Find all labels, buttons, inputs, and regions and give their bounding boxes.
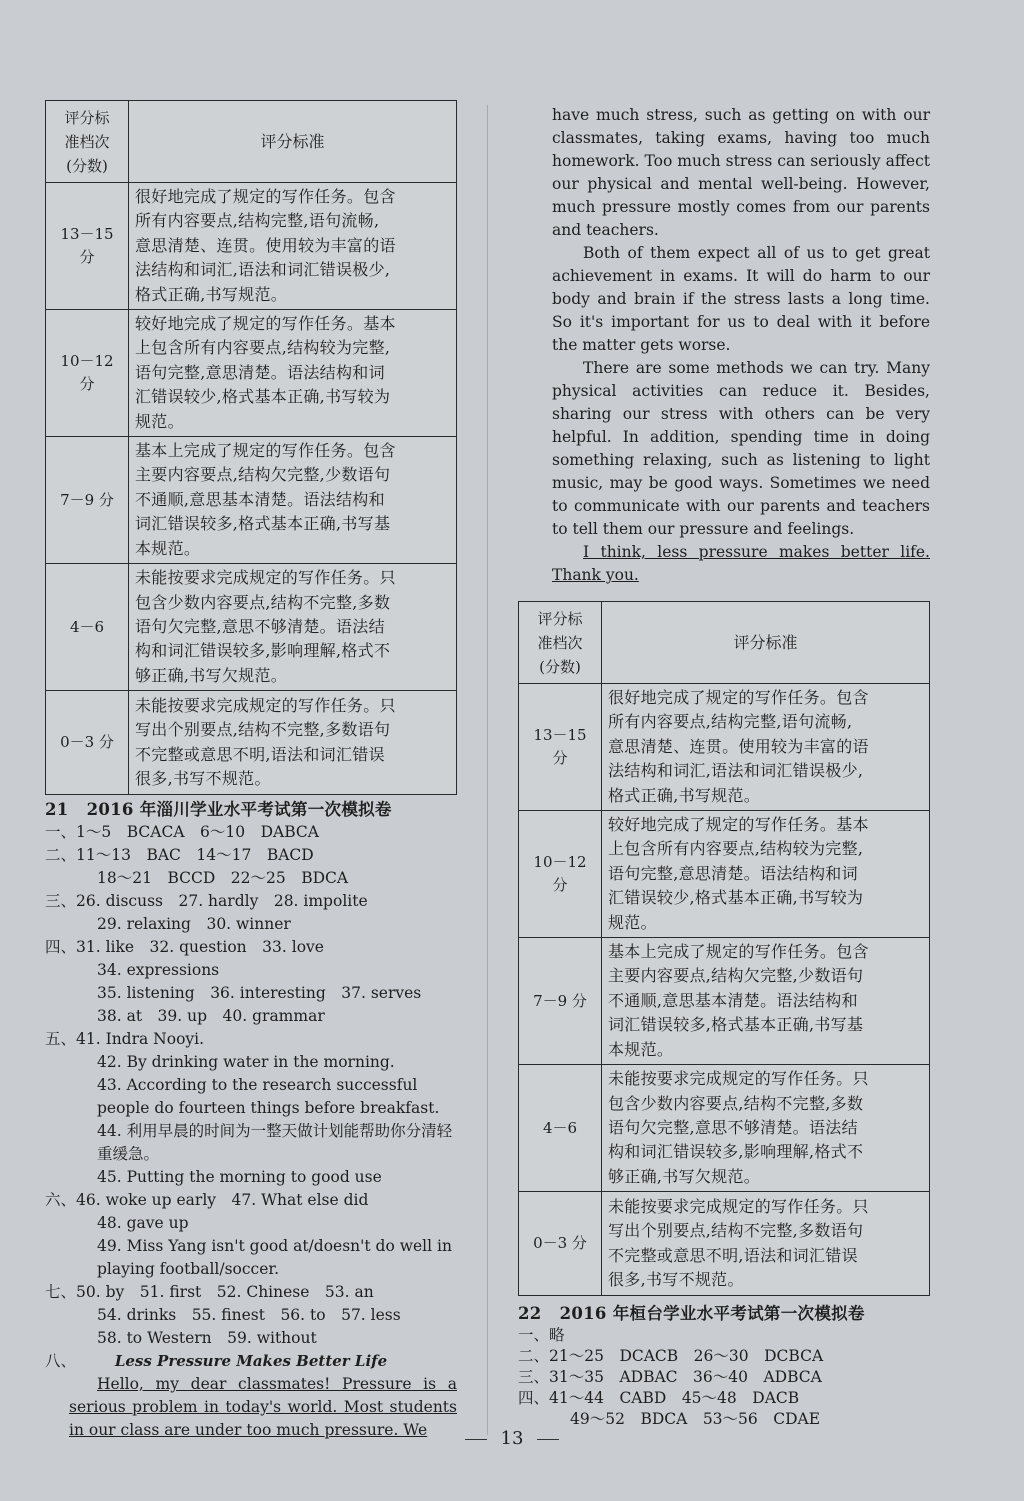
page-footer: [0, 1428, 1024, 1449]
rubric-row: 7－9 分 基本上完成了规定的写作任务。包含 主要内容要点,结构欠完整,少数语句 不通顺,意思基本清楚。语法结构和 词汇错误较多,格式基本正确,书写基 本规范。: [46, 437, 457, 564]
footer-dash: [537, 1439, 559, 1440]
rubric-header-band: 评分标 准档次 (分数): [46, 101, 129, 183]
essay-opening: Hello, my dear classmates! Pressure is a serious problem in today's world. Most students in our class are under too much pressure. We: [69, 1375, 457, 1440]
rubric-row: 0－3 分 未能按要求完成规定的写作任务。只 写出个别要点,结构不完整,多数语句 不完整或意思不明,语法和词汇错误 很多,书写不规范。: [46, 691, 457, 795]
rubric-row: 13－15 分 很好地完成了规定的写作任务。包含 所有内容要点,结构完整,语句流畅, 意思清楚、连贯。使用较为丰富的语 法结构和词汇,语法和词汇错误极少, 格式正确,书写规范。: [519, 684, 930, 811]
rubric-row: 7－9 分 基本上完成了规定的写作任务。包含 主要内容要点,结构欠完整,少数语句 不通顺,意思基本清楚。语法结构和 词汇错误较多,格式基本正确,书写基 本规范。: [519, 938, 930, 1065]
essay-continued: have much stress, such as getting on with our classmates, taking exams, having too much homework. Too much stress can seriously affect our physical and mental well-being. However, much pressure mostly comes from our parents and teachers. Both of them expect all of us to get great achievement in exams. It will do harm to our body and brain if the stress lasts a long time. So it's important for us to deal with it before the matter gets worse. There are some methods we can try. Many physical activities can reduce it. Besides, sharing our stress with others can be very helpful. In addition, spending time in doing something relaxing, such as listening to light music, may be good ways. Sometimes we need to communicate with our parents and teachers to tell them our pressure and feelings. I think, less pressure makes better life. Thank you.: [552, 106, 930, 584]
rubric-row: 10－12 分 较好地完成了规定的写作任务。基本 上包含所有内容要点,结构较为完整, 语句完整,意思清楚。语法结构和词 汇错误较少,格式基本正确,书写较为 规范。: [46, 310, 457, 437]
rubric-header-band: 评分标 准档次 (分数): [519, 602, 602, 684]
section-22-answers: 一、略 二、21～25 DCACB 26～30 DCBCA 三、31～35 ADBAC 36～40 ADBCA 四、41～44 CABD 45～48 DACB 49～52 BDCA 53～56 CDAE: [518, 1326, 824, 1429]
rubric-table-right: [518, 601, 930, 1296]
section-21-title: 21 2016 年淄川学业水平考试第一次模拟卷: [45, 800, 392, 820]
right-column: [518, 104, 930, 1430]
rubric-header-criteria: 评分标准: [602, 602, 930, 684]
rubric-row: 4－6 未能按要求完成规定的写作任务。只 包含少数内容要点,结构不完整,多数 语句欠完整,意思不够清楚。语法结 构和词汇错误较多,影响理解,格式不 够正确,书写欠规范。: [519, 1065, 930, 1192]
left-column: [45, 100, 457, 1442]
rubric-row: 4－6 未能按要求完成规定的写作任务。只 包含少数内容要点,结构不完整,多数 语句欠完整,意思不够清楚。语法结 构和词汇错误较多,影响理解,格式不 够正确,书写欠规范。: [46, 564, 457, 691]
essay-heading: 八、 Less Pressure Makes Better Life: [45, 1352, 388, 1371]
page-spine: [487, 105, 488, 1435]
rubric-row: 10－12 分 较好地完成了规定的写作任务。基本 上包含所有内容要点,结构较为完整, 语句完整,意思清楚。语法结构和词 汇错误较少,格式基本正确,书写较为 规范。: [519, 811, 930, 938]
footer-dash: [465, 1439, 487, 1440]
rubric-row: 13－15 分 很好地完成了规定的写作任务。包含 所有内容要点,结构完整,语句流畅, 意思清楚、连贯。使用较为丰富的语 法结构和词汇,语法和词汇错误极少, 格式正确,书写规范。: [46, 183, 457, 310]
rubric-row: 0－3 分 未能按要求完成规定的写作任务。只 写出个别要点,结构不完整,多数语句 不完整或意思不明,语法和词汇错误 很多,书写不规范。: [519, 1192, 930, 1296]
section-22-title: 22 2016 年桓台学业水平考试第一次模拟卷: [518, 1304, 865, 1324]
rubric-table-left: [45, 100, 457, 795]
page-number: 13: [500, 1428, 524, 1449]
rubric-header-criteria: 评分标准: [129, 101, 457, 183]
section-21-answers: 一、1～5 BCACA 6～10 DABCA 二、11～13 BAC 14～17 BACD 18～21 BCCD 22～25 BDCA 三、26. discuss 27. hardly 28. impolite 29. relaxing 30. winner 四、31. like 32. question 33. love 34. expressions 35. listening 36. interesting 37. serves 38. at 39. up 40. grammar 五、41. Indra Nooyi. 42. By drinking water in the morning. 43. According to the research successful people do fourteen things before breakfast. 44. 利用早晨的时间为一整天做计划能帮助你分清轻重缓急。 45. Putting the morning to good use 六、46. woke up early 47. What else did 48. gave up 49. Miss Yang isn't good at/doesn't do well in playing football/soccer. 七、50. by 51. first 52. Chinese 53. an 54. drinks 55. finest 56. to 57. less 58. to Western 59. without: [45, 823, 453, 1348]
